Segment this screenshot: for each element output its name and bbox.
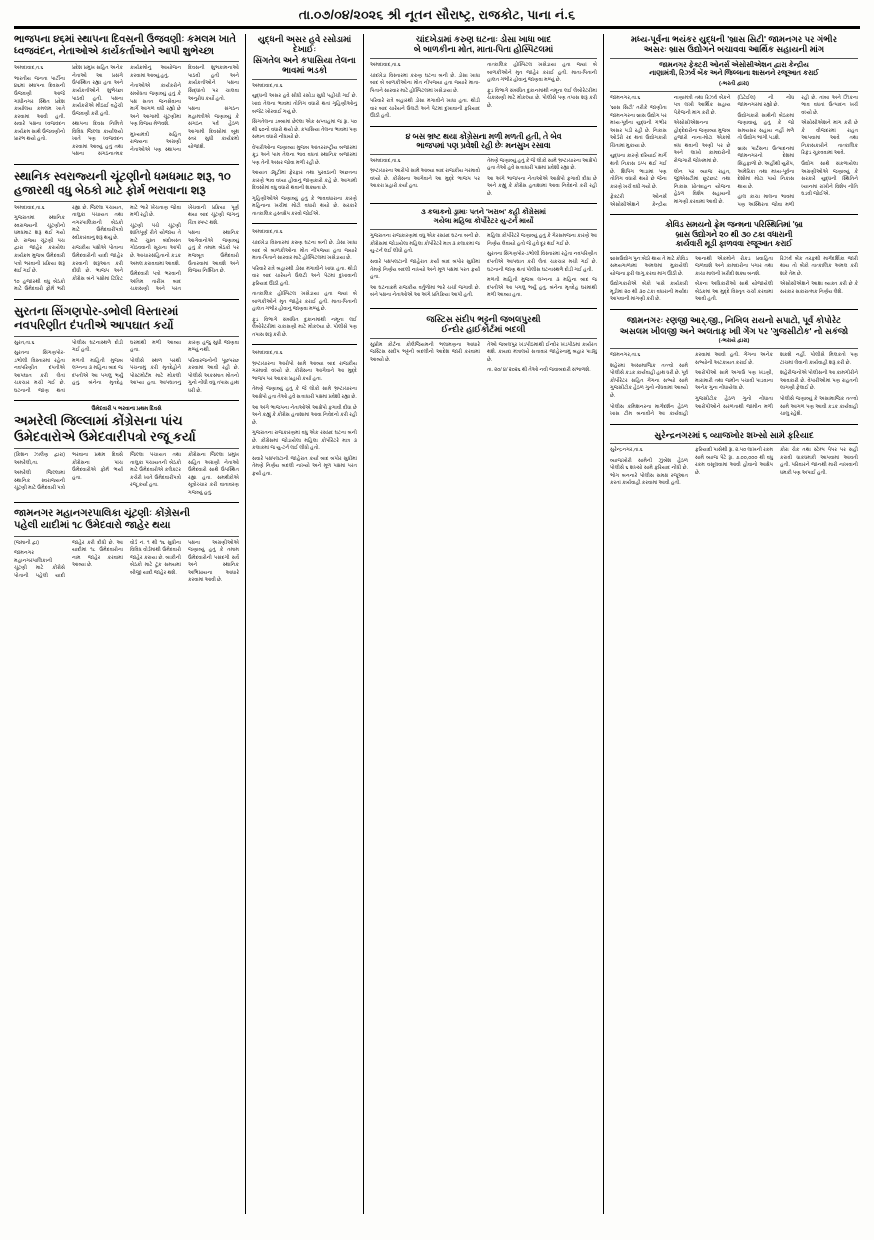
paragraph: પોલીસે જણાવ્યું કે અસામાજિક તત્ત્વો સામે આગળ પણ આવી કડક કાર્યવાહી ચાલુ રહેશે. [780,396,858,418]
section-divider [370,308,597,309]
paragraph: સિંગતેલના ડબ્બામાં છેલ્લા એક સપ્તાહમાં જ રૂા. ૫૦ થી ૬૦નો વધારો થયો છે. કપાસિયા તેલના ભાવમાં પણ સમાન વધારો નોંધાયો છે. [252,119,357,141]
article-local-body-elections [14,170,239,294]
paragraph: જિલ્લા પંચાયત તથા તાલુકા પંચાયતની બેઠકો માટે ઉમેદવારોએ કલેક્ટર કચેરી ખાતે ઉમેદવારીપત્રો રજૂ કર્યા હતા. [130,452,181,489]
headline-2: સિંગતેલ અને કપાસિયા તેલના ભાવમાં ભડકો [253,54,356,76]
section-divider [610,309,858,310]
article-bus-driver-colb [252,350,357,478]
paragraph: મુખ્યમંત્રી સહિત રાજ્યના અગ્રણી નેતાઓએ પણ સ્થાપના દિવસની શુભકામનાઓ પાઠવી હતી અને કાર્યકર્તાઓને પક્ષના સિદ્ધાંતો પર ચાલવા અનુરોધ કર્યો હતો. [130,65,239,153]
paragraph: તેમણે જણાવ્યું હતું કે જે લોકો સામે ભ્રષ્ટાચારના આક્ષેપો હતા તેઓ હવે સત્તાધારી પક્ષમાં પ્રવેશી રહ્યા છે. [252,386,357,400]
paragraph: રાજકીય પક્ષોએ પોતાના ઉમેદવારોની યાદી જાહેર કરવાની શરૂઆત કરી દીધી છે. ભાજપ અને કોંગ્રેસ બંને પક્ષોમાં ટિકિટ માટે ભારે ખેંચતાણ જોવા મળી રહી છે. [72,204,181,282]
paragraph: સુરતના સિંગણપોર-ડભોલી વિસ્તારમાં રહેતા નવપરિણીત દંપતીએ આપઘાત કરી લેતાં ચકચાર મચી ગઈ છે. ઘટનાની જાણ થતાં પોલીસ ઘટનાસ્થળે દોડી ગઈ હતી. [487,251,597,273]
headline: ચાંદખેડામાં કરુણ ઘટનાઃ ડોસા ખાધા બાદ [415,34,552,44]
paragraph: (જમાની દ્વા) [14,539,39,546]
paragraph: ફૂડ વિભાગે સંબંધિત દુકાનમાંથી નમૂના લઈ લેબોરેટરીમાં ચકાસણી માટે મોકલ્યા છે. પોલીસે પણ તપાસ શરૂ કરી છે. [487,87,597,109]
article-body [252,229,357,339]
section-divider [610,424,858,425]
masthead: તા.૦૭/૦૪/૨૦૨૬ શ્રી નૂતન સૌરાષ્ટ્ર, રાજકોટ, પાના નં.૬ [298,8,576,22]
article-body [370,158,597,199]
article-body [610,95,858,209]
paragraph: વોર્ડ નં. ૧ થી ૧૬ સુધીના વિવિધ વોર્ડમાંથી ઉમેદવારો જાહેર કરાયા છે. બાકીની બેઠકો માટે ટૂંક સમયમાં બીજી યાદી જાહેર થશે. [130,539,181,576]
article-body [14,452,239,497]
paragraph: તેઓ જબલપુર ખંડપીઠમાંથી ઈન્દોર ખંડપીઠમાં કાર્યરત થશે. કાયદા મંત્રાલયે સત્તાવાર જાહેરનામું બહાર પાડ્યું છે. [487,341,597,363]
paragraph: બેંકના અધિકારીઓ સાથે યોજાયેલી બેઠકમાં આ મુદ્દે વિસ્તૃત ચર્ચા કરવામાં આવી હતી. [695,281,773,303]
paragraph: સવારે પક્ષપલટાની જાહેરાત કર્યા બાદ બપોર સુધીમાં તેમણે નિર્ણય બદલી નાખ્યો અને મૂળ પક્ષમાં પરત ફર્યા હતા. [370,259,480,281]
paragraph: (કિશન ઝાલેણ દ્વારા) અમરેલી,તા. [14,452,65,466]
paragraph: ગુજરાતના રાજકારણમાં વધુ એક રસપ્રદ ઘટના બની છે. કોંગ્રેસમાં જોડાયેલા મહિલા કોર્પોરેટરે માત્ર ૩ કલાકમાં જ યુ-ટર્ન લઈ લીધો હતો. [252,430,357,452]
section-divider [14,299,239,300]
paragraph: અમરેલી જિલ્લામાં સ્થાનિક સ્વરાજ્યની ચૂંટણી માટે ઉમેદવારી પત્રો ભરવાના પ્રથમ દિવસે કોંગ્રેસના પાંચ ઉમેદવારોએ ફોર્મ ભર્યા હતા. [14,452,123,492]
headline-2: ઉમેદવારોએ ઉમેદવારીપત્રો રજૂ કર્યા [14,429,196,445]
article-body [14,205,239,294]
headline: અમરેલી જિલ્લામાં કોંગ્રેસના પાંચ [14,413,183,429]
divider [610,443,858,444]
headline-2: ગયેલા મહિલા કોર્પોરેટર યુ-ટર્ન માર્યો [433,217,534,225]
paragraph: તાત્કાલિક હોસ્પિટલ ખસેડાયા હતા જ્યાં બે બાળકીઓને મૃત જાહેર કરાઈ હતી. માતા-પિતાની હાલત ગંભીર હોવાનું જાણવા મળ્યું છે. [252,291,357,313]
headline: જામનગરઃ રણજી આર્.જી., નિખિલ રાયનો સપાટો, પૂર્વ કોપોરેટ [626,315,842,326]
headline: ભાજપના ૪૬માં સ્થાપના દિવસની ઉજવણીઃ કમલમ ખાતે [14,34,236,45]
divider [610,348,858,349]
headline: જામનગર મહાનગરપાલિકા ચૂંટણીઃ કોંગ્રેસની [14,508,191,520]
article-jamnagar-corporation [14,508,239,585]
paragraph: ઉદ્યોગ સાથે સંકળાયેલા અગ્રણીઓએ જણાવ્યું કે સરકારે યુદ્ધની સ્થિતિને ધ્યાનમાં રાખીને વિશેષ નીતિ ઘડવી જોઈએ. [801,161,858,198]
paragraph: ઉદ્યોગકારો સાથેની બેઠકમાં જણાવાયું હતું કે જો સમયસર સહાય નહીં મળે તો ઉદ્યોગ ભાંગી પડશે. [737,112,795,142]
paragraph: સુરેન્દ્રનગર,તા.૬ [610,447,643,454]
paragraph: ભ્રષ્ટાચારના આરોપો સામે આવ્યા બાદ રાજકીય ગરમાવો વધ્યો છે. કોંગ્રેસના આગેવાને આ મુદ્દે ભાજપ પર આકરા પ્રહારો કર્યા હતા. [252,360,357,382]
paragraph: અમદાવાદ,તા.૬ [370,157,401,164]
paragraph: અમદાવાદ,તા.૬ [14,204,45,211]
headline: યુદ્ધની અસર હવે રસોડામાં દેખાઈઃ [257,34,352,55]
headline-2: પહેલી યાદીમાં ૧૮ ઉમેદવારો જાહેર થયા [14,520,171,532]
paragraph: એસોસીએશનના હોદ્દેદારોના જણાવ્યા મુજબ હજારો નાના-મોટા એકમો બંધ થવાની અણી પર છે અને લાખો કામદારોની રોજગારી જોખમમાં છે. [673,120,731,164]
paragraph: મહિલા કોર્પોરેટરે જણાવ્યું હતું કે ગેરસમજના કારણે આ નિર્ણય લેવાયો હતો જે હવે દૂર થઈ ગઈ છે. [487,233,597,247]
paragraph: તાત્કાલિક હોસ્પિટલ ખસેડાયા હતા જ્યાં બે બાળકીઓને મૃત જાહેર કરાઈ હતી. માતા-પિતાની હાલત ગંભીર હોવાનું જાણવા મળ્યું છે. [487,61,597,84]
paragraph: વ્યાજખોરી સામેની ઝુંબેશ હેઠળ પોલીસે ૬ શખ્સો સામે ફરિયાદ નોંધી છે. ભોગ બનનારે પોલીસ સમક્ષ રજૂઆત કરતાં કાર્યવાહી કરવામાં આવી હતી. [610,457,688,487]
headline: સુરેન્દ્રનગરમાં ૬ વ્યાજખોર શખ્સો સામે ફરિયાદ [654,429,814,440]
paragraph: પરિવારે રાત્રે બહારથી ડોસા મંગાવીને ખાધા હતા. થોડી વાર બાદ ચારેયને ઉલટી અને પેટમાં દુખાવાની ફરિયાદ ઊઠી હતી. [370,98,480,120]
paragraph: લોન પર વ્યાજ રાહત, જીએસટીમાં છૂટછાટ તથા નિકાસ પ્રોત્સાહન યોજના હેઠળ વિશેષ સહાયની માંગણી કરવામાં આવી છે. [673,168,731,205]
paragraph: પોલીસ કમિશનરના માર્ગદર્શન હેઠળ ખાસ ટીમ બનાવીને આ કાર્યવાહી કરવામાં આવી હતી. ગેંગના અનેક સભ્યોની અટકાયત કરાઈ છે. [610,352,773,418]
headline: સુરતના સિંગણપોર-ડભોલી વિસ્તારમાં [14,305,179,318]
paragraph: ચૂંટણી પંચે ચૂંટણી શાંતિપૂર્ણ રીતે યોજાય તે માટે ચુસ્ત બંદોબસ્ત ગોઠવવાની સૂચના આપી છે. આચારસંહિતાનો કડક અમલ કરાવવામાં આવશે. [130,222,181,267]
section-divider [252,344,357,345]
paragraph: નેતાઓએ કાર્યકરોને સંબોધતા જણાવ્યું હતું કે પક્ષ સતત જનસેવાના માર્ગે આગળ વધી રહ્યો છે અને આગામી ચૂંટણીમાં પણ વિજય મેળવશે. [130,83,181,128]
paragraph: પક્ષના સંગઠન મહામંત્રીએ જણાવ્યું કે સંગઠન પર્વ હેઠળ આગામી દિવસોમાં બૂથ સ્તર સુધી કાર્યક્રમો યોજાશે. [188,106,239,150]
divider [370,154,597,155]
headline-3: કાર્યવારી મૂડી ફાળવવા રજૂઆત કરાઈ [675,239,793,249]
page-grid [14,34,860,1214]
paragraph: ચાંદખેડા વિસ્તારમાં કરુણ ઘટના બની છે. ડોસા ખાધા બાદ બે બાળકીઓના મોત નીપજ્યા હતા જ્યારે માતા-પિતાને સારવાર માટે હોસ્પિટલમાં ખસેડાયા છે. [370,72,480,94]
paragraph: જામનગર,તા.૬ [610,352,641,359]
article-body [610,447,858,488]
paragraph: બ્રાસ પાર્ટસના ઉત્પાદનમાં જામનગરનો દેશમાં સિંહફાળો છે. અહીંથી યુરોપ, અમેરિકા તથા મધ્ય-પૂર્વના દેશોમાં મોટા પાયે નિકાસ થાય છે. [737,145,795,190]
headline-2: બ્રાસ ઉદ્યોગને ૨૦ થી ૩૦ ટકા વધારાની [675,229,793,239]
article-covid-scheme [610,220,858,304]
paragraph: ગૃહિણીઓએ જણાવ્યું હતું કે ભાવવધારાના કારણે મહિનાના ખર્ચમાં મોટો વધારો થયો છે. સરકારે તાત્કાલિક હસ્તક્ષેપ કરવો જોઈએ. [252,195,357,217]
paragraph: પક્ષના સ્થાનિક આગેવાનોએ જણાવ્યું હતું કે તમામ બેઠકો પર મજબૂત ઉમેદવારો ઉતારવામાં આવશે અને વિજય નિશ્ચિત છે. [188,230,239,275]
paragraph: આનાથી એકમોને રોકડ પ્રવાહિતા જળવાશે અને કામદારોના પગાર તથા કાચા માલની ખરીદી શક્ય બનશે. [695,255,773,277]
paragraph: સુરત,તા.૬ [14,339,35,346]
article-body [370,233,597,302]
paragraph: અમદાવાદ,ત.૬ [14,65,44,72]
article-surat-suicide [14,305,239,396]
paragraph: ચાંદખેડા વિસ્તારમાં કરુણ ઘટના બની છે. ડોસા ખાધા બાદ બે બાળકીઓના મોત નીપજ્યા હતા જ્યારે માતા-પિતાને સારવાર માટે હોસ્પિટલમાં ખસેડાયા છે. [252,239,357,262]
masthead-rule [14,26,860,29]
paragraph: અમદાવાદ,તા.૬ [252,82,283,89]
article-ranjit-road [610,315,858,418]
divider [14,448,239,449]
section-divider [14,400,239,401]
paragraph: સુરતના સિંગણપોર-ડભોલી વિસ્તારમાં રહેતા નવપરિણીત દંપતીએ આપઘાત કરી લેતાં ચકચાર મચી ગઈ છે. ઘટનાની જાણ થતાં પોલીસ ઘટનાસ્થળે દોડી ગઈ હતી. [14,339,123,394]
headline: ૪ બસ ભ્રષ્ટ થયા કોંગ્રેસના મળી મળતી હતી, તે બેવ [405,131,562,141]
paragraph: આ અંગે ભાજપના નેતાઓએ આક્ષેપો ફગાવી દીધા છે અને કહ્યું કે કોંગ્રેસ હતાશામાં આવા નિવેદનો કરી રહી છે. [487,175,597,197]
paragraph: અમદાવાદ,તા.૬ [370,61,401,68]
paragraph: આ અંગે ભાજપના નેતાઓએ આક્ષેપો ફગાવી દીધા છે અને કહ્યું કે કોંગ્રેસ હતાશામાં આવા નિવેદનો કરી રહી છે. [252,404,357,426]
headline-2: ભાજપમાં પણ પ્રવેશી રહી છેઃ મનસુખ રસાવા [416,141,551,151]
divider [14,61,239,62]
section-divider [610,214,858,215]
paragraph: સ્થાપના દિવસ નિમિત્તે વિવિધ જિલ્લા કાર્યાલયો ખાતે પણ ધ્વજવંદન કરવામાં આવ્યું હતું તથા પક્ષના સંગઠનાત્મક કાર્યક્રમોનું આયોજન કરવામાં આવ્યું હતું. [72,65,181,158]
byline: (-ભરતી દ્વારા) [719,80,749,87]
article-child-death [370,34,597,121]
paragraph: બ્રાસઉદ્યોગ પુનઃબેઠો થાય તે માટે કોવિડ સમયગાળામાં અમલમાં મુકાયેલી યોજના ફરી લાગુ કરવા માંગ ઊઠી છે. [610,255,688,277]
headline: જસ્ટિસ સંદીપ ભટ્ટની જબલપુરથી [426,313,541,324]
paragraph: ગુજરાતમાં સ્થાનિક સ્વરાજ્યની ચૂંટણીનો ધમધમાટ શરૂ થઈ ગયો છે. રાજ્ય ચૂંટણી પંચ દ્વારા જાહેર કરાયેલા કાર્યક્રમ મુજબ ઉમેદવારી પત્રો ભરવાની પ્રક્રિયા શરૂ થઈ ગઈ છે. [14,215,65,275]
paragraph: યુદ્ધના કારણે દરિયાઈ માર્ગે થતી નિકાસ ઠપ્પ થઈ ગઈ છે. શિપિંગ ભાડામાં પણ તોતિંગ વધારો થયો છે જેના કારણે ખર્ચ વધી ગયો છે. [610,153,667,190]
divider [370,338,597,339]
paragraph: અમદાવાદ,તા.૬ [252,229,283,236]
paragraph: મળતી માહિતી મુજબ લગ્નના ૩ મહિના બાદ જ દંપતીએ આ પગલું ભર્યું હતું. બંનેના મૃતદેહ ઘરમાંથી મળી આવ્યા હતા. [487,277,597,299]
headline-2: નવપરિણીત દંપતીએ આપઘાત કર્યો [14,319,174,332]
article-body [370,62,597,121]
subheadline: જામનગર ફેક્ટરી ઓનર્સ એસોસીએશન દ્વારા કેન્દ્રીય [659,61,809,69]
article-justice-transfer [370,314,597,375]
paragraph: (ડિટેઈલ) ની નોંધ જામનગરમાં રહ્યો છે. [737,94,795,109]
divider [610,252,858,253]
paragraph: એસોસીએશને માંગ કરી છે કે વીજદરમાં રાહત આપવામાં આવે તથા નિકાસકારોને તાત્કાલિક રિફંડ ચૂકવવામાં આવે. [801,120,858,157]
article-body [14,340,239,396]
section-divider [370,126,597,127]
paragraph: ભ્રષ્ટાચારના આરોપો સામે આવ્યા બાદ રાજકીય ગરમાવો વધ્યો છે. કોંગ્રેસના આગેવાને આ મુદ્દે ભાજપ પર આકરા પ્રહારો કર્યા હતા. [370,168,480,190]
paragraph: હાલ કાચા માલના ભાવમાં પણ અસ્થિરતા જોવા મળી રહી છે. તાંબા અને ઝિંકના ભાવ વધતાં ઉત્પાદન ખર્ચ વધ્યો છે. [737,94,858,208]
paragraph: તેમણે જણાવ્યું હતું કે જે લોકો સામે ભ્રષ્ટાચારના આક્ષેપો હતા તેઓ હવે સત્તાધારી પક્ષમાં પ્રવેશી રહ્યા છે. [487,157,597,172]
paragraph: સવારે પક્ષપલટાની જાહેરાત કર્યા બાદ બપોર સુધીમાં તેમણે નિર્ણય બદલી નાખ્યો અને મૂળ પક્ષમાં પરત ફર્યા હતા. [252,455,357,477]
byline: (-ભરાયે દ્વારા) [718,338,750,345]
divider [610,58,858,59]
divider [14,201,239,202]
article-body [252,83,357,219]
divider [252,79,357,80]
article-body [610,256,858,305]
kicker: ઉમેદવારી ૫ ભરવાના પ્રથમ દિવસે [91,406,162,413]
divider [610,91,858,92]
paragraph: કોરા ચેક તથા સ્ટેમ્પ પેપર પર સહી કરાવી ધાકધમકી આપવામાં આવતી હતી. પરિવારને જાનથી મારી નાખવાની ધમકી પણ અપાઈ હતી. [780,447,858,476]
paragraph: આયાત ડ્યૂટીમાં ફેરફાર તથા પુરવઠાની અછતના કારણે ભાવ વધ્યા હોવાનું જાણકારો કહે છે. આગામી દિવસોમાં વધુ વધારો થવાની શક્યતા છે. [252,170,357,192]
article-surendranagar-usury [610,430,858,488]
column-c [364,34,604,1214]
article-child-death-colb [252,229,357,339]
paragraph: વેપારીઓના જણાવ્યા મુજબ આંતરરાષ્ટ્રીય બજારમાં ક્રૂડ અને પામ તેલના ભાવ વધતાં સ્થાનિક બજારમાં પણ તેની અસર જોવા મળી રહી છે. [252,144,357,166]
paragraph: પક્ષના અગ્રણીઓએ જણાવ્યું હતું કે તમામ ઉમેદવારોની પસંદગી સર્વે અને સ્થાનિક અભિપ્રાયના આધારે કરવામાં આવી છે. [188,539,239,584]
paragraph: ગુજસીટોક હેઠળ ગુનો નોંધાતા આરોપીઓને સરળતાથી જામીન મળી શકશે નહીં. પોલીસે મિલકતો પણ ટાંચમાં લેવાની કાર્યવાહી શરૂ કરી છે. [695,352,858,410]
headline-2: બે બાળકીના મોત, માતા-પિતા હોસ્પિટલમાં [413,44,554,55]
divider [370,229,597,230]
headline-2: ઈન્દોર હાઈકોર્ટમાં બદલી [441,324,526,335]
paragraph: ગુજરાતના રાજકારણમાં વધુ એક રસપ્રદ ઘટના બની છે. કોંગ્રેસમાં જોડાયેલા મહિલા કોર્પોરેટરે માત્ર ૩ કલાકમાં જ યુ-ટર્ન લઈ લીધો હતો. [370,233,480,255]
paragraph: જામનગર મહાનગરપાલિકાની ચૂંટણી માટે કોંગ્રેસે પોતાની પહેલી યાદી જાહેર કરી દીધી છે. આ યાદીમાં ૧૮ ઉમેદવારોના નામ જાહેર કરવામાં આવ્યા છે. [14,539,123,579]
divider [14,536,239,537]
paragraph: આરોપીઓ સામે અગાઉ પણ ખંડણી, મારામારી તથા જમીન પચાવી પાડવાના અનેક ગુના નોંધાયેલા છે. [695,370,773,392]
paragraph: રિઝર્વ બેંક તરફથી માર્ગદર્શિકા જારી થાય તો બેંકો તાત્કાલિક અમલ કરી શકે તેમ છે. [780,255,858,277]
article-amreli-congress [14,406,239,497]
section-divider [14,164,239,165]
column-a [14,34,246,1214]
article-body [14,65,239,158]
article-woman-corporator [370,209,597,302]
paragraph: ભારતીય જનતા પાર્ટીના ૪૬માં સ્થાપના દિવસની ઉજવણી આજે ગાંધીનગર સ્થિત પ્રદેશ કાર્યાલય કમલમ ખાતે કરવામાં આવી હતી. સવારે પક્ષના ધ્વજવંદન કાર્યક્રમ સાથે ઉજવણીનો પ્રારંભ થયો હતો. [14,75,65,143]
paragraph: તા. ૨૦/ ૪/ ૨૦૨૬ થી તેઓ નવી જવાબદારી સંભાળશે. [487,367,591,374]
section-divider [370,203,597,204]
paragraph: પરિવારે રાત્રે બહારથી ડોસા મંગાવીને ખાધા હતા. થોડી વાર બાદ ચારેયને ઉલટી અને પેટમાં દુખાવાની ફરિયાદ ઊઠી હતી. [252,265,357,287]
paragraph: ફરિયાદી પાસેથી રૂા. ૨.૫૦ લાખની રકમ સામે વ્યાજ પેટે રૂા. ૭.૦૦,૦૦૦ થી વધુ રકમ વસૂલવામાં આવી હોવાનો આક્ષેપ છે. [695,447,773,476]
column-d [604,34,858,1214]
paragraph: ઉદ્યોગકારોએ બેંકો પાસે કાર્યકારી મૂડીમાં ૨૦ થી ૩૦ ટકા વધારાની મર્યાદા આપવાની માંગણી કરી છે. [610,281,688,303]
column-b [246,34,364,1214]
article-war-effect [252,34,357,218]
paragraph: પ્રદેશ પ્રમુખ સહિત અનેક નેતાઓ આ પ્રસંગે ઉપસ્થિત રહ્યા હતા અને કાર્યકર્તાઓને શુભેચ્છા પાઠવી હતી. પક્ષના કાર્યકરોએ મીઠાઈ વહેંચી ઉજવણી કરી હતી. [72,65,123,117]
headline-2: હજારથી વધુ બેઠકો માટે ફોર્મ ભરાવાના શરૂ [14,184,206,197]
paragraph: આ ઘટનાક્રમે રાજકીય વર્તુળોમાં ભારે ચર્ચા જગાવી છે. બંને પક્ષના નેતાઓએ આ અંગે પ્રતિક્રિયા આપી હતી. [370,284,480,299]
paragraph: ૧૦ હજારથી વધુ બેઠકો માટે ઉમેદવારો ફોર્મ ભરી રહ્યા છે. જિલ્લા પંચાયત, તાલુકા પંચાયત તથા નગરપાલિકાની બેઠકો માટે ઉમેદવારીપત્રો સ્વીકારવાનું શરૂ થયું છે. [14,204,123,293]
paragraph: પરિવારજનોની પૂછપરછ કરવામાં આવી રહી છે. પોલીસે અકસ્માત મોતનો ગુનો નોંધી વધુ તપાસ હાથ ધરી છે. [188,357,239,394]
paragraph: મળતી માહિતી મુજબ લગ્નના ૩ મહિના બાદ જ દંપતીએ આ પગલું ભર્યું હતું. બંનેના મૃતદેહ ઘરમાંથી મળી આવ્યા હતા. [72,339,181,387]
subheadline-2: નાણામંત્રી, રિઝર્વ બેંક અને જિલ્લાના શાસનને રજૂઆત કરાઈ [649,70,819,78]
divider [370,58,597,59]
paragraph: શહેરમાં અસામાજિક તત્ત્વો સામે પોલીસે કડક કાર્યવાહી હાથ ધરી છે. પૂર્વ કોર્પોરેટર સહિત ગેંગના સભ્યો સામે ગુજસીટોક હેઠળ ગુનો નોંધવામાં આવ્યો છે. [610,362,688,399]
article-body [370,342,597,375]
paragraph: એસોસીએશને આશા વ્યક્ત કરી છે કે સરકાર સકારાત્મક નિર્ણય લેશે. [780,281,858,295]
headline: સ્થાનિક સ્વરાજ્યની ચૂંટણીનો ધમધમાટ શરૂ, ૧૦ [14,170,231,183]
headline: કોવિડ સમયનો ફ્રેમ જન્મના પરિસ્થિતિમાં 'બ્રા [665,220,803,230]
paragraph: જામનગર,તા.૬ [610,94,641,101]
headline: મધ્ય-પૂર્વના ભયંકર યુદ્ધની 'બ્રાસ સિટી' જામનગર પર ગંભીર [630,34,838,44]
article-body [610,352,858,418]
paragraph: ઉમેદવારી પત્રો ભરવાની અંતિમ તારીખ બાદ ચકાસણી અને પરત ખેંચવાની પ્રક્રિયા પૂર્ણ થયા બાદ ચૂંટણી જંગનું ચિત્ર સ્પષ્ટ થશે. [130,204,239,293]
divider [14,336,239,337]
article-body [252,350,357,478]
paragraph: પોલીસે સ્થળ પરથી પંચનામું કરી મૃતદેહોને પોસ્ટમોર્ટમ માટે મોકલી આપ્યા હતા. આપઘાતનું કારણ હજુ સુધી જાણવા મળ્યું નથી. [130,339,239,387]
paragraph: શહેરીજનોએ પોલીસની આ કામગીરીને આવકારી છે. વેપારીઓમાં પણ રાહતની લાગણી ફેલાઈ છે. [780,370,858,392]
paragraph: 'બ્રાસ સિટી' તરીકે જાણીતા જામનગરના બ્રાસ ઉદ્યોગ પર મધ્ય-પૂર્વના યુદ્ધની ગંભીર અસર પડી રહી છે. નિકાસ ઓર્ડરો રદ થતાં ઉદ્યોગકારો ચિંતામાં મુકાયા છે. [610,105,667,149]
paragraph: ફેક્ટરી ઓનર્સ એસોસીએશને કેન્દ્રીય નાણામંત્રી તથા રિઝર્વ બેંકને પત્ર લખી આર્થિક સહાય પેકેજની માંગ કરી છે. [610,94,731,208]
paragraph: યુદ્ધની અસર હવે સીધી રસોડા સુધી પહોંચી ગઈ છે. ખાદ્ય તેલના ભાવમાં તોતિંગ વધારો થતાં ગૃહિણીઓનું બજેટ ખોરવાઈ ગયું છે. [252,93,357,115]
paragraph: ફૂડ વિભાગે સંબંધિત દુકાનમાંથી નમૂના લઈ લેબોરેટરીમાં ચકાસણી માટે મોકલ્યા છે. પોલીસે પણ તપાસ શરૂ કરી છે. [252,316,357,338]
headline-2: અસરઃ બ્રાસ ઉદ્યોગને બચાવવા આર્થિક સહાયની માંગ [643,44,825,55]
section-divider [14,502,239,503]
article-body [14,540,239,585]
paragraph: સુપ્રીમ કોર્ટના કોલેજિયમની ભલામણના આધારે જસ્ટિસ સંદીપ ભટ્ટની બદલીનો આદેશ જારી કરવામાં આવ્યો છે. [370,341,480,363]
headline-2: ધ્વજવંદન, નેતાઓએ કાર્યકર્તાઓને આપી શુભેચ્છા [14,46,214,58]
section-divider [252,223,357,224]
article-jamnagar-war [610,34,858,209]
headline: ૩ કલાકનો ડ્રામાઃ પતને 'ખરાબ' કહી કોંગ્રેસમાં [421,209,546,217]
paragraph: કોંગ્રેસના જિલ્લા પ્રમુખ સહિત અગ્રણી નેતાઓ ઉમેદવારો સાથે ઉપસ્થિત રહ્યા હતા. સમર્થકોએ સૂત્રોચ્ચાર કરી વાતાવરણ ગજવ્યું હતું. [188,452,239,496]
article-bjp-foundation [14,34,239,159]
paragraph: અમદાવાદ,તા.૬ [252,350,283,357]
article-bus-driver [370,132,597,199]
headline-2: અસલમ ખીલજી અને અલતાફ ખાી ગેંગ પર 'ગુજસીટોક' નો સકંજો [619,325,849,336]
